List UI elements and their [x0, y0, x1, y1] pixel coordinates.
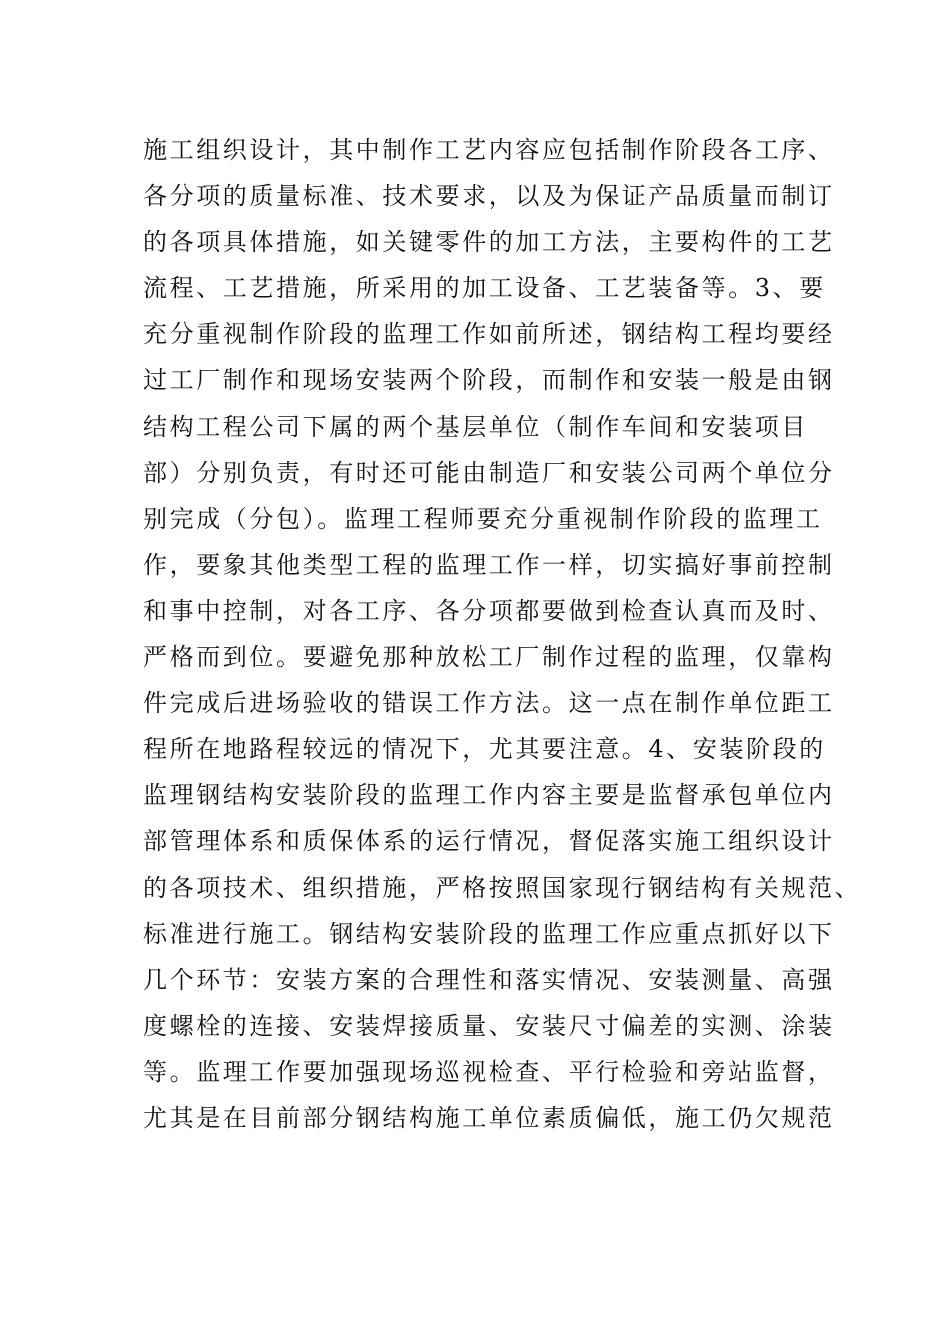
text-line: 部）分别负责，有时还可能由制造厂和安装公司两个单位分 [143, 458, 835, 487]
text-line: 别完成（分包）。监理工程师要充分重视制作阶段的监理工 [143, 504, 823, 533]
text-line: 施工组织设计，其中制作工艺内容应包括制作阶段各工序、 [143, 136, 835, 164]
text-line: 程所在地路程较远的情况下，尤其要注意。4、安装阶段的 [143, 735, 826, 764]
text-line: 度螺栓的连接、安装焊接质量、安装尺寸偏差的实测、涂装 [143, 1011, 835, 1040]
text-line: 件完成后进场验收的错误工作方法。这一点在制作单位距工 [143, 689, 835, 718]
text-line: 的各项具体措施，如关键零件的加工方法，主要构件的工艺 [143, 228, 835, 257]
text-line: 的各项技术、组织措施，严格按照国家现行钢结构有关规范、 [143, 873, 862, 902]
text-line: 部管理体系和质保体系的运行情况，督促落实施工组织设计 [143, 827, 835, 856]
text-line: 严格而到位。要避免那种放松工厂制作过程的监理，仅靠构 [143, 643, 835, 672]
body-text [143, 127, 862, 1141]
text-line: 各分项的质量标准、技术要求，以及为保证产品质量而制订 [143, 182, 835, 211]
text-line: 等。监理工作要加强现场巡视检查、平行检验和旁站监督， [143, 1057, 835, 1086]
text-line: 尤其是在目前部分钢结构施工单位素质偏低，施工仍欠规范 [143, 1103, 835, 1132]
text-line: 结构工程公司下属的两个基层单位（制作车间和安装项目 [143, 412, 808, 441]
text-line: 几个环节：安装方案的合理性和落实情况、安装测量、高强 [143, 965, 835, 994]
text-line: 和事中控制，对各工序、各分项都要做到检查认真而及时、 [143, 596, 835, 625]
text-line: 充分重视制作阶段的监理工作如前所述，钢结构工程均要经 [143, 320, 835, 349]
text-line: 标准进行施工。钢结构安装阶段的监理工作应重点抓好以下 [143, 919, 835, 948]
text-line: 过工厂制作和现场安装两个阶段，而制作和安装一般是由钢 [143, 366, 835, 395]
text-line: 流程、工艺措施，所采用的加工设备、工艺装备等。3、要 [143, 274, 826, 303]
text-line: 作，要象其他类型工程的监理工作一样，切实搞好事前控制 [143, 550, 835, 579]
text-line: 监理钢结构安装阶段的监理工作内容主要是监督承包单位内 [143, 781, 835, 810]
